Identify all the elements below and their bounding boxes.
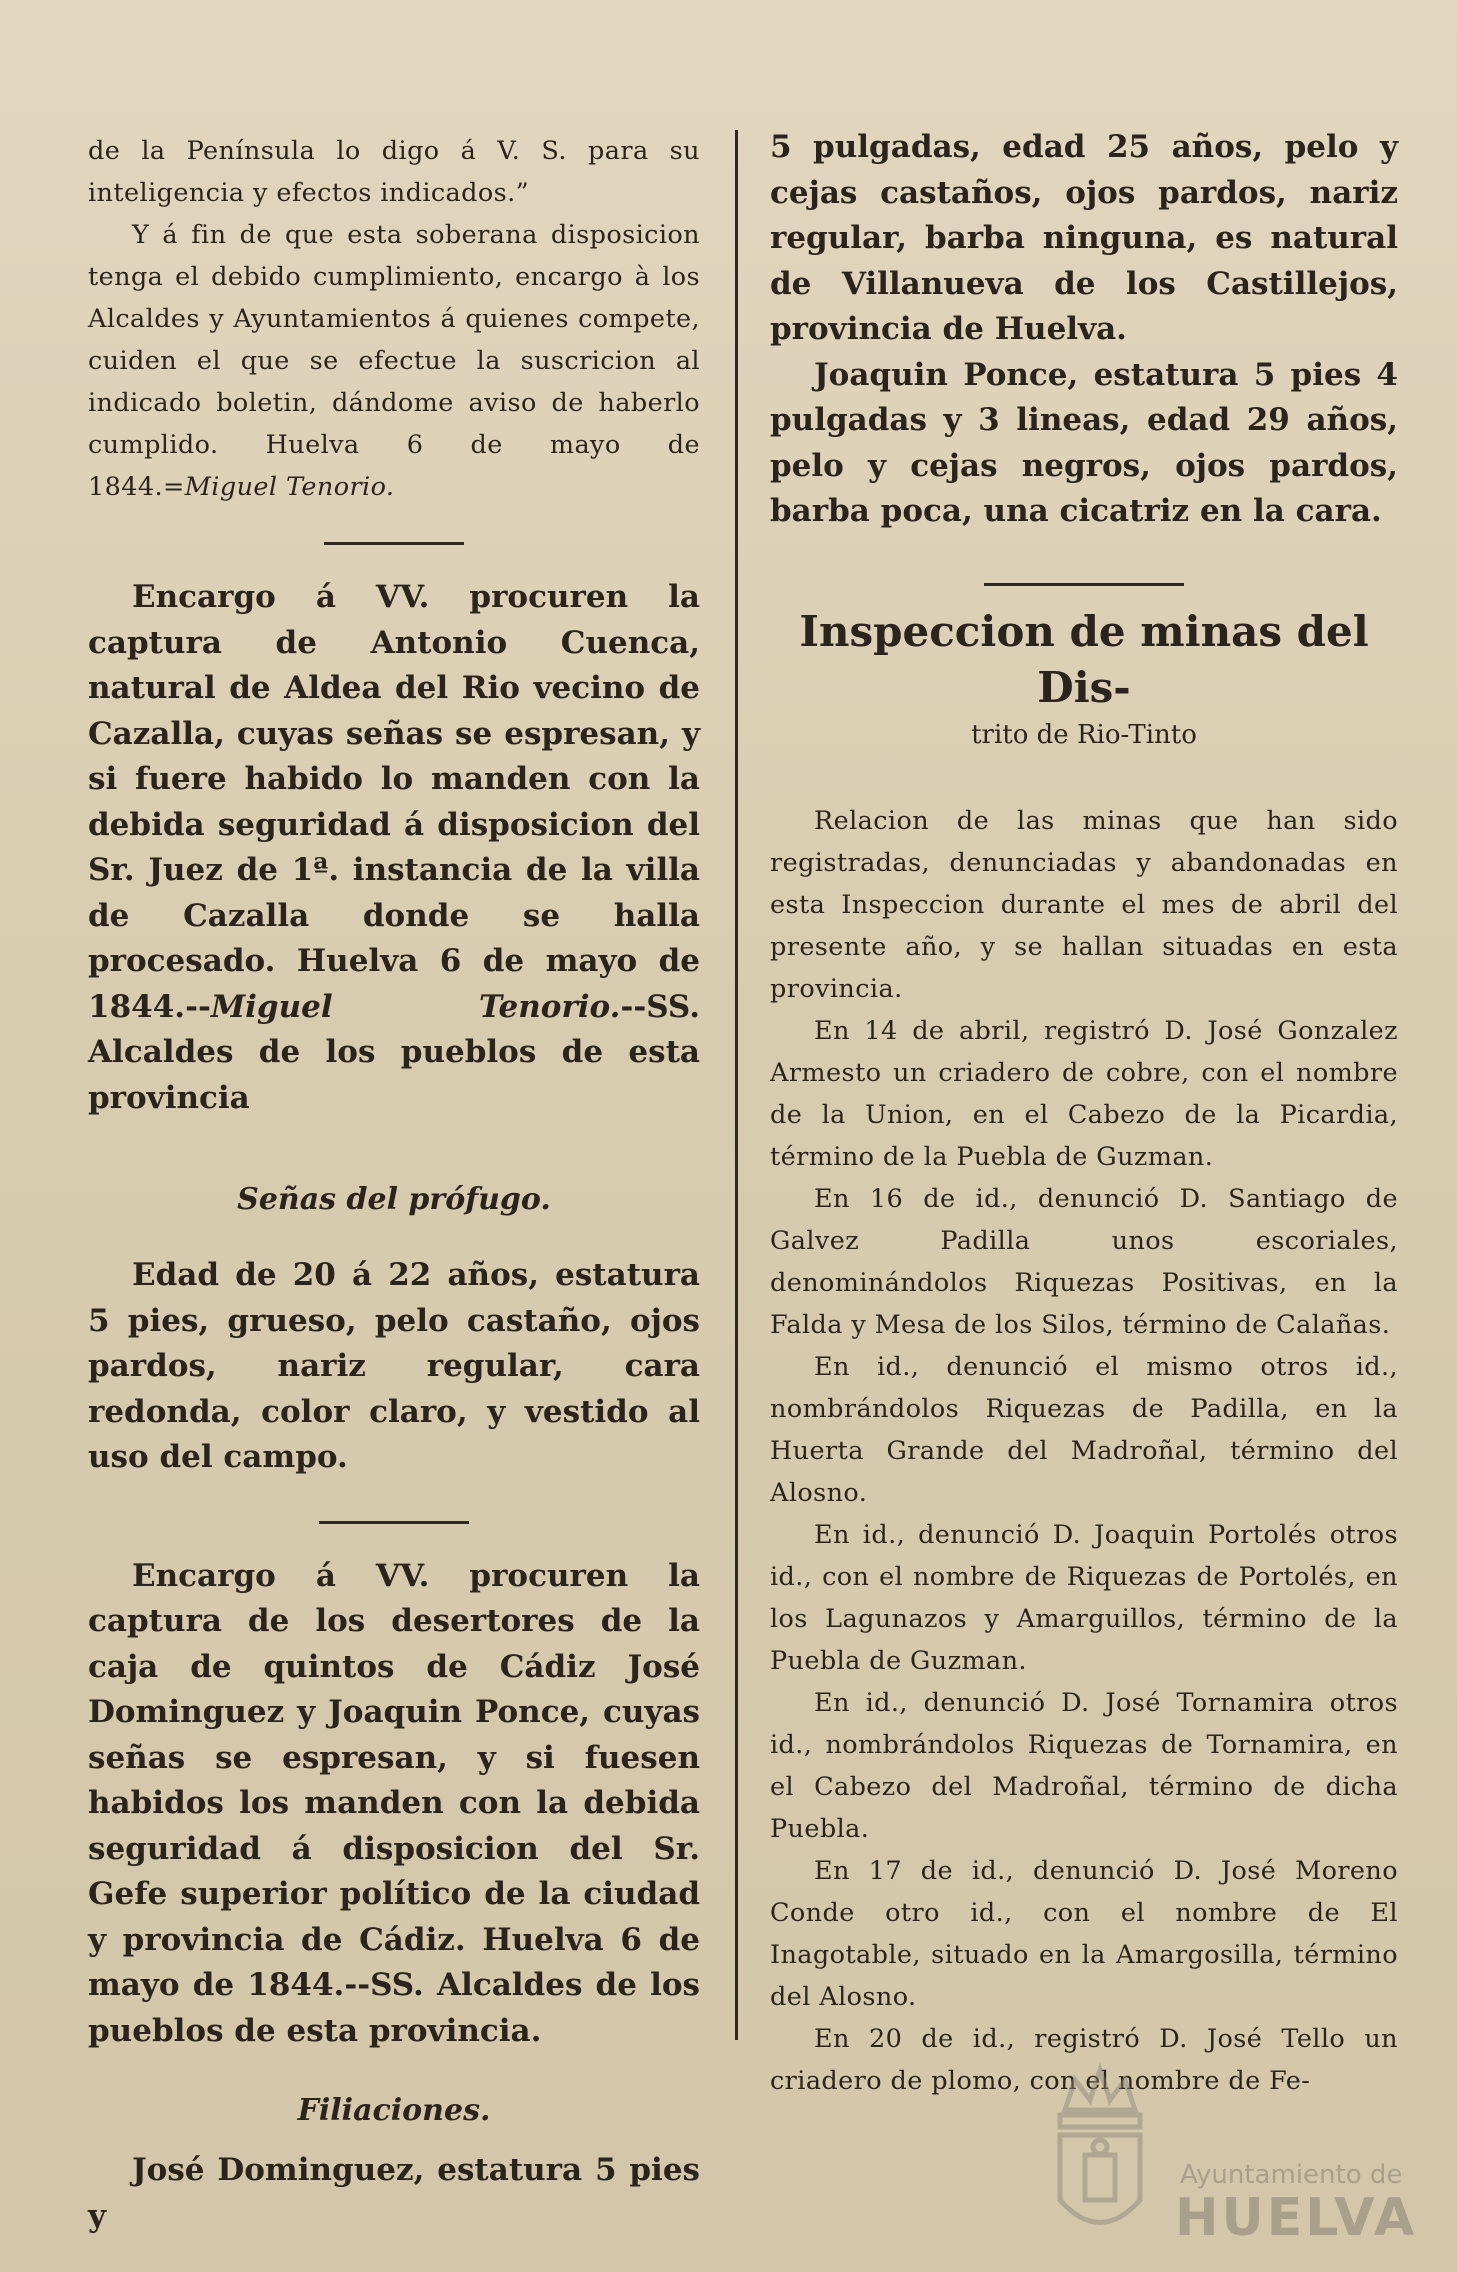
order-year: 1844. — [88, 472, 164, 502]
mine-entry: En 17 de id., denunció D. José Moreno Conde otro id., con el nombre de El Inagotable, situado en la Amargosilla, término del Alosno. — [770, 1855, 1398, 2012]
mine-entry: En 14 de abril, registró D. José Gonzalez Armesto un criadero de cobre, con el nombre de la Union, en el Cabezo de la Picardia, término de la Puebla de Guzman. — [770, 1015, 1398, 1172]
separator-rule — [324, 542, 464, 545]
watermark-line1: Ayuntamiento de — [1180, 2160, 1403, 2190]
capture-addressee: --SS. Alcaldes de los pueblos de esta provincia — [88, 988, 700, 1116]
mine-entry: En 20 de id., registró D. José Tello un criadero de plomo, con el nombre de Fe- — [770, 2023, 1398, 2096]
mine-entry: En 16 de id., denunció D. Santiago de Galvez Padilla unos escoriales, denominándolos Riquezas Positivas, en la Falda y Mesa de los Silos, término de Calañas. — [770, 1183, 1398, 1340]
order-text: Y á fin de que esta soberana disposicion tenga el debido cumplimiento, encargo à los Alcaldes y Ayuntamientos á quienes compete, cuiden el que se efectue la suscricion al indicado boletin, dándome aviso de haberlo cumplido. Huelva 6 de mayo de — [88, 220, 700, 460]
right-column — [770, 125, 1398, 2102]
heading-filiations: Filiaciones. — [297, 2093, 491, 2128]
section-subheading-district: trito de Rio-Tinto — [971, 719, 1197, 750]
watermark-line2: HUELVA — [1175, 2188, 1418, 2248]
capture-text: Encargo á VV. procuren la captura de Antonio Cuenca, natural de Aldea del Rio vecino de Cazalla, cuyas señas se espresan, y si fuere habido lo manden con la debida seguridad á disposicion del Sr. Juez de 1ª. instancia de la villa de Cazalla donde se halla procesado. Huelva 6 de mayo de 1844.-- — [88, 579, 700, 1025]
left-column — [88, 130, 700, 2239]
paragraph-fugitive-features: Edad de 20 á 22 años, estatura 5 pies, grueso, pelo castaño, ojos pardos, nariz regular, cara redonda, color claro, y vestido al uso del campo. — [88, 1257, 700, 1475]
separator-rule — [319, 1521, 469, 1524]
coat-of-arms-icon — [1045, 2060, 1155, 2250]
separator-rule — [984, 583, 1184, 586]
section-heading-mines: Inspeccion de minas del Dis- — [799, 606, 1369, 712]
paragraph-capture-cuenca — [88, 575, 700, 1121]
mine-entry: En id., denunció el mismo otros id., nombrándolos Riquezas de Padilla, en la Huerta Grande del Madroñal, término del Alosno. — [770, 1351, 1398, 1508]
heading-fugitive-description: Señas del prófugo. — [237, 1182, 551, 1217]
paragraph-continuation: de la Península lo digo á V. S. para su inteligencia y efectos indicados.” — [88, 136, 700, 208]
paragraph-filiation-dominguez: José Dominguez, estatura 5 pies y — [88, 2152, 700, 2234]
paragraph-subscription-order — [88, 214, 700, 508]
paragraph-filiation-continued: 5 pulgadas, edad 25 años, pelo y cejas castaños, ojos pardos, nariz regular, barba ninguna, es natural de Villanueva de los Castillejos, provincia de Huelva. — [770, 129, 1398, 347]
paragraph-filiation-ponce: Joaquin Ponce, estatura 5 pies 4 pulgadas y 3 lineas, edad 29 años, pelo y cejas negros, ojos pardos, barba poca, una cicatriz en la cara. — [770, 356, 1398, 529]
mine-entry: En id., denunció D. José Tornamira otros id., nombrándolos Riquezas de Tornamira, en el Cabezo del Madroñal, término de dicha Puebla. — [770, 1687, 1398, 1844]
archive-watermark-logo — [1045, 2060, 1425, 2250]
mine-entry: En id., denunció D. Joaquin Portolés otros id., con el nombre de Riquezas de Portolés, en los Lagunazos y Amarguillos, término de la Puebla de Guzman. — [770, 1519, 1398, 1676]
order-signature: =Miguel Tenorio. — [163, 472, 395, 502]
column-divider — [735, 130, 738, 2040]
paragraph-mines-intro: Relacion de las minas que han sido registradas, denunciadas y abandonadas en esta Inspeccion durante el mes de abril del presente año, y se hallan situadas en esta provincia. — [770, 805, 1398, 1004]
paragraph-capture-deserters: Encargo á VV. procuren la captura de los desertores de la caja de quintos de Cádiz José Dominguez y Joaquin Ponce, cuyas señas se espresan, y si fuesen habidos los manden con la debida seguridad á disposicion del Sr. Gefe superior político de la ciudad y provincia de Cádiz. Huelva 6 de mayo de 1844.--SS. Alcaldes de los pueblos de esta provincia. — [88, 1557, 700, 2049]
capture-signature: Miguel Tenorio. — [210, 988, 621, 1025]
